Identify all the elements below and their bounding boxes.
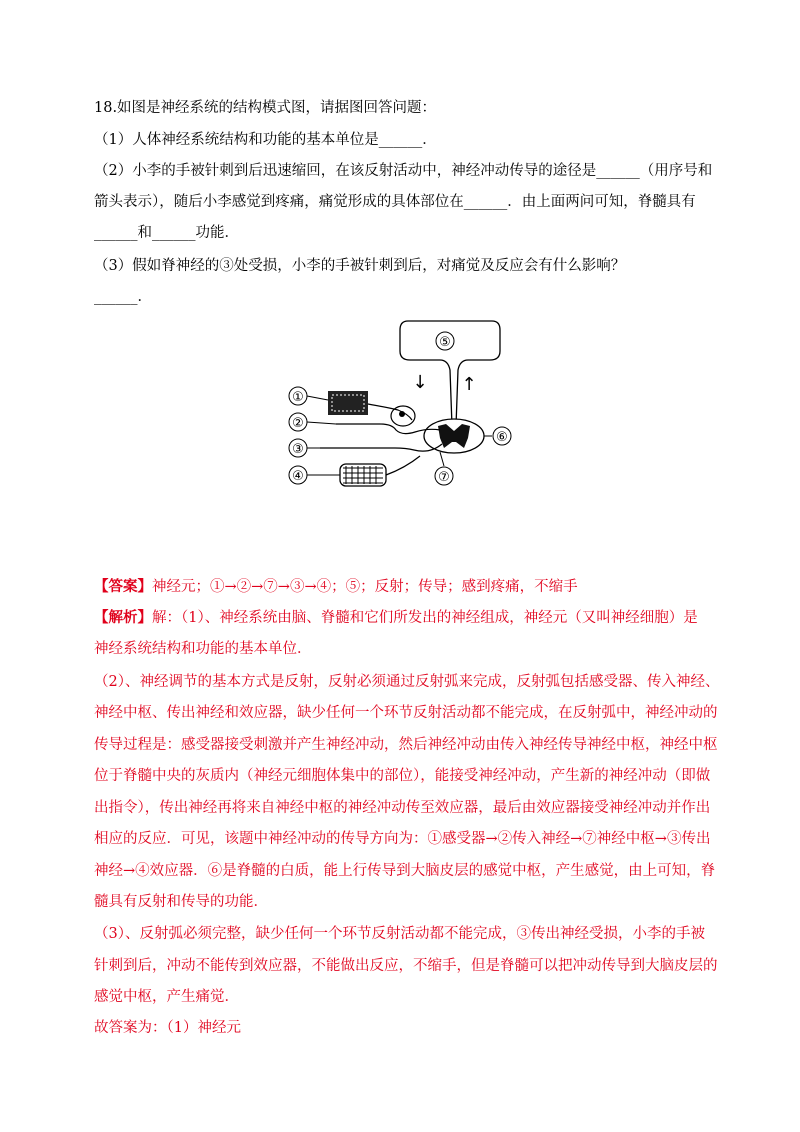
label-6: ⑥ (496, 430, 508, 445)
question-part-2-line-2: 箭头表示），随后小李感觉到疼痛，痛觉形成的具体部位在______．由上面两问可知，脊髓具有 (94, 194, 696, 210)
label-7: ⑦ (438, 470, 450, 485)
analysis-line-2: 神经系统结构和功能的基本单位． (94, 641, 312, 657)
question-part-1: （1）人体神经系统结构和功能的基本单位是______． (94, 132, 437, 148)
answer-tag: 【答案】 (94, 578, 152, 595)
label-2: ② (292, 416, 304, 431)
analysis-line-4: 神经中枢、传出神经和效应器，缺少任何一个环节反射活动都不能完成，在反射弧中，神经冲动的 (94, 705, 718, 721)
analysis-line-5: 传导过程是：感受器接受刺激并产生神经冲动，然后神经冲动由传入神经传导神经中枢，神经中枢 (94, 737, 718, 753)
efferent-nerve (320, 444, 442, 451)
analysis-line-1 (94, 608, 698, 628)
analysis-line-8: 相应的反应．可见，该题中神经冲动的传导方向为：①感受器→②传入神经→⑦神经中枢→③传出 (94, 831, 711, 847)
label-3: ③ (292, 442, 304, 457)
question-part-3-line-1: （3）假如脊神经的③处受损，小李的手被针刺到后，对痛觉及反应会有什么影响？ (94, 258, 626, 274)
label-4: ④ (292, 469, 304, 484)
reflex-arc-diagram (280, 318, 520, 498)
down-arrow-icon: ↓ (412, 372, 428, 393)
analysis-text: 解：（1）、神经系统由脑、脊髓和它们所发出的神经组成，神经元（又叫神经细胞）是 (152, 610, 698, 626)
up-arrow-icon: ↑ (461, 374, 477, 395)
answer (94, 577, 578, 597)
analysis-line-10: 髓具有反射和传导的功能． (94, 894, 268, 910)
analysis-line-12: 针刺到后，冲动不能传到效应器，不能做出反应，不缩手，但是脊髓可以把冲动传导到大脑皮层的 (94, 958, 718, 974)
question-part-3-line-2: ______． (94, 289, 152, 305)
analysis-line-11: （3）、反射弧必须完整，缺少任何一个环节反射活动都不能完成，③传出神经受损，小李的手被 (94, 926, 705, 942)
question-title: 18.如图是神经系统的结构模式图，请据图回答问题： (94, 100, 437, 116)
analysis-line-6: 位于脊髓中央的灰质内（神经元细胞体集中的部位），能接受神经冲动，产生新的神经冲动（即做 (94, 768, 711, 784)
question-part-2-line-3: ______和______功能． (94, 225, 239, 241)
label-5: ⑤ (439, 335, 451, 350)
analysis-line-3: （2）、神经调节的基本方式是反射，反射必须通过反射弧来完成，反射弧包括感受器、传入神经、 (94, 674, 720, 690)
label-1: ① (292, 390, 304, 405)
analysis-line-13: 感觉中枢，产生痛觉． (94, 989, 239, 1005)
answer-text: 神经元；①→②→⑦→③→④；⑤；反射；传导；感到疼痛，不缩手 (152, 579, 578, 595)
analysis-line-9: 神经→④效应器．⑥是脊髓的白质，能上行传导到大脑皮层的感觉中枢，产生感觉，由上可知，脊 (94, 863, 716, 879)
final-answer-line: 故答案为：（1）神经元 (94, 1020, 241, 1036)
analysis-tag: 【解析】 (94, 609, 152, 626)
question-part-2-line-1: （2）小李的手被针刺到后迅速缩回，在该反射活动中，神经冲动传导的途径是______（用序号和 (94, 163, 713, 179)
analysis-line-7: 出指令），传出神经再将来自神经中枢的神经冲动传至效应器，最后由效应器接受神经冲动并作出 (94, 800, 711, 816)
